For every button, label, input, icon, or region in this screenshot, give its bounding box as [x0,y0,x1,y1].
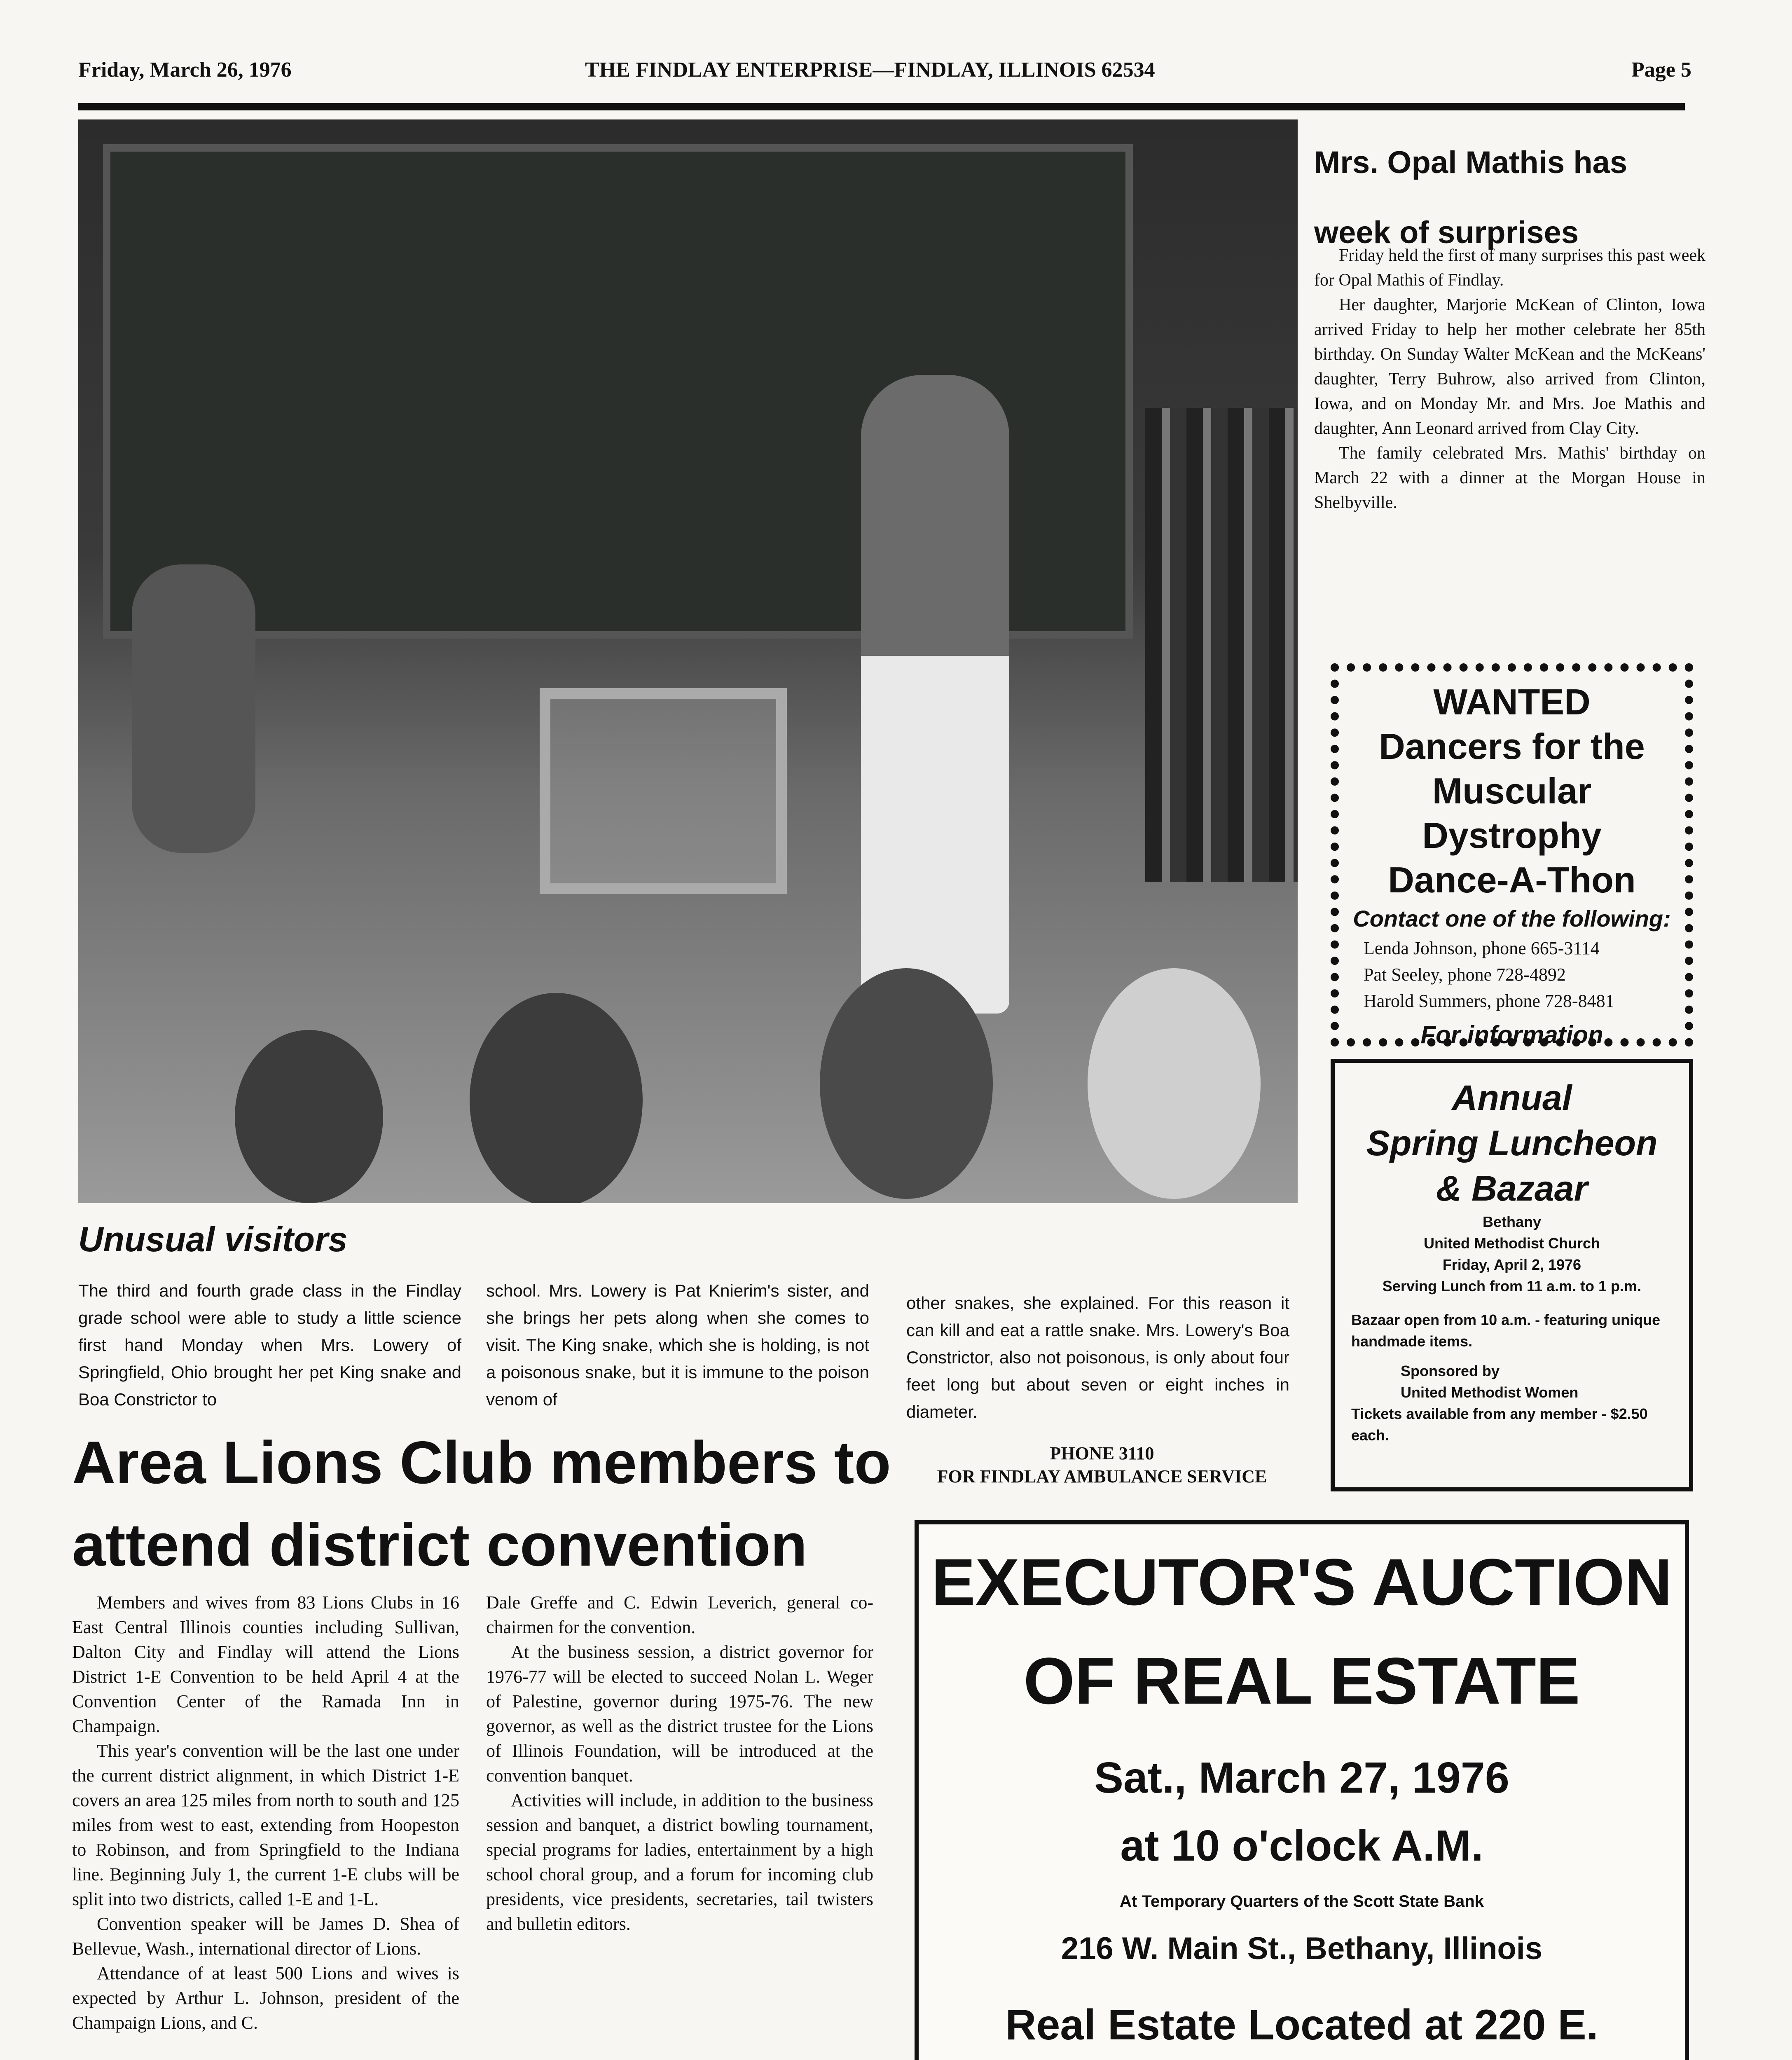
lions-paragraph: Convention speaker will be James D. Shea of Bellevue, Wash., international director of Lions. [72,1914,459,1959]
luncheon-tickets: Tickets available from any member - $2.50 each. [1351,1405,1648,1444]
lions-paragraph: Attendance of at least 500 Lions and wives is expected by Arthur L. Johnson, president of the Champaign Lions, and C. [72,1963,459,2033]
ambulance-phone: PHONE 3110 [1050,1443,1154,1463]
student-figure [235,1030,383,1203]
luncheon-bazaar: Bazaar open from 10 a.m. - featuring unique handmade items. [1351,1311,1661,1350]
wanted-contact: Contact one of the following: [1353,906,1671,932]
snake-tank [540,688,787,894]
luncheon-date: Friday, April 2, 1976 [1442,1256,1581,1273]
auction-title: OF REAL ESTATE [1023,1644,1580,1718]
lions-col1 [72,1590,459,2035]
auction-quarters: At Temporary Quarters of the Scott State Bank [1120,1892,1484,1910]
mathis-headline: Mrs. Opal Mathis has week of surprises [1314,145,1628,250]
student-figure [470,993,643,1203]
photo-caption-col3: other snakes, she explained. For this reason it can kill and eat a rattle snake. Mrs. Lowery's Boa Constrictor, also not poisonous, is only about four feet long but about seven or eight inches in diameter. [906,1293,1289,1421]
luncheon-title: Annual [1452,1078,1572,1118]
auction-address: 216 W. Main St., Bethany, Illinois [1061,1931,1543,1966]
student-figure [1088,968,1261,1199]
luncheon-title: Spring Luncheon [1366,1124,1658,1163]
luncheon-sponsored: Sponsored by [1401,1362,1500,1379]
photo-caption-col1: The third and fourth grade class in the Findlay grade school were able to study a little science first hand Monday when Mrs. Lowery of Springfield, Ohio brought her pet King snake and Boa Constrictor to [78,1281,461,1409]
lions-paragraph: Activities will include, in addition to the business session and banquet, a district bowling tournament, special programs for ladies, entertainment by a high school choral group, and a forum for incoming club presidents, vice presidents, secretaries, tail twisters and bulletin editors. [486,1790,873,1934]
lions-paragraph: At the business session, a district governor for 1976-77 will be elected to succeed Nolan L. Weger of Palestine, governor during 1975-76. The new governor, as well as the district trustee for the Lions of Illinois Foundation, will be introduced at the convention banquet. [486,1642,873,1786]
ambulance-service: FOR FINDLAY AMBULANCE SERVICE [937,1466,1267,1486]
bookshelf [1145,408,1298,882]
wanted-line: Dancers for the [1379,726,1645,767]
wanted-contact-person: Harold Summers, phone 728-8481 [1364,991,1614,1011]
wanted-contact-person: Lenda Johnson, phone 665-3114 [1364,938,1600,958]
mathis-paragraph: Friday held the first of many surprises this past week for Opal Mathis of Findlay. [1314,246,1705,290]
lions-paragraph: Dale Greffe and C. Edwin Leverich, general co-chairmen for the convention. [486,1592,873,1637]
wanted-line: Dance-A-Thon [1388,859,1636,900]
mathis-paragraph: Her daughter, Marjorie McKean of Clinton, Iowa arrived Friday to help her mother celebrate her 85th birthday. On Sunday Walter McKean and the McKeans' daughter, Terry Buhrow, also arrived from Clinton, Iowa, and on Monday Mr. and Mrs. Joe Mathis and daughter, Ann Leonard arrived from Clay City. [1314,295,1705,438]
lions-headline: Area Lions Club members to attend district convention [72,1429,891,1578]
student-figure [820,968,993,1199]
luncheon-serving: Serving Lunch from 11 a.m. to 1 p.m. [1382,1278,1642,1295]
masthead-paper: THE FINDLAY ENTERPRISE—FINDLAY, ILLINOIS 62534 [585,58,1155,82]
luncheon-church: Bethany [1482,1213,1542,1230]
masthead-date: Friday, March 26, 1976 [78,58,292,82]
teacher-figure [861,375,1009,1014]
photo-caption-col2: school. Mrs. Lowery is Pat Knierim's sister, and she brings her pets along when she comes to visit. The King snake, which she is holding, is not a poisonous snake, but it is immune to the poison venom of [486,1281,869,1409]
ambulance-notice [906,1442,1298,1488]
lions-col2 [486,1590,873,1936]
lions-paragraph: Members and wives from 83 Lions Clubs in 16 East Central Illinois counties including Sullivan, Dalton City and Findlay will attend the Lions District 1-E Convention to be held April 4 at the Convention Center of the Ramada Inn in Champaign. [72,1592,459,1736]
auction-ad [915,1520,1689,2060]
luncheon-ad [1331,1059,1693,1491]
wanted-line: Muscular Dystrophy [1422,770,1602,856]
masthead-rule [78,103,1685,110]
lions-paragraph: This year's convention will be the last one under the current district alignment, in which District 1-E covers an area 125 miles from north to south and 125 miles from west to east, extending from Hoopeston to Robinson, and from Springfield to the Indiana line. Beginning July 1, the current 1-E clubs will be split into two districts, called 1-E and 1-L. [72,1741,459,1909]
auction-title: EXECUTOR'S AUCTION [931,1545,1673,1619]
auction-location: Real Estate Located at 220 E. [1005,2001,1598,2049]
wanted-ad [1331,663,1693,1049]
wanted-info: For information [1420,1021,1603,1049]
luncheon-church: United Methodist Church [1424,1235,1600,1252]
auction-time: at 10 o'clock A.M. [1120,1821,1483,1870]
mathis-paragraph: The family celebrated Mrs. Mathis' birthday on March 22 with a dinner at the Morgan House in Shelbyville. [1314,444,1705,512]
photo-headline: Unusual visitors [78,1220,348,1259]
classroom-photo [78,119,1298,1203]
student-figure [132,564,255,853]
wanted-contact-person: Pat Seeley, phone 728-4892 [1364,964,1566,985]
luncheon-sponsor: United Methodist Women [1401,1384,1579,1401]
auction-date: Sat., March 27, 1976 [1094,1753,1509,1802]
mathis-body [1314,243,1705,515]
luncheon-title: & Bazaar [1436,1169,1588,1208]
masthead-page: Page 5 [1631,58,1691,82]
wanted-title: WANTED [1433,681,1591,722]
